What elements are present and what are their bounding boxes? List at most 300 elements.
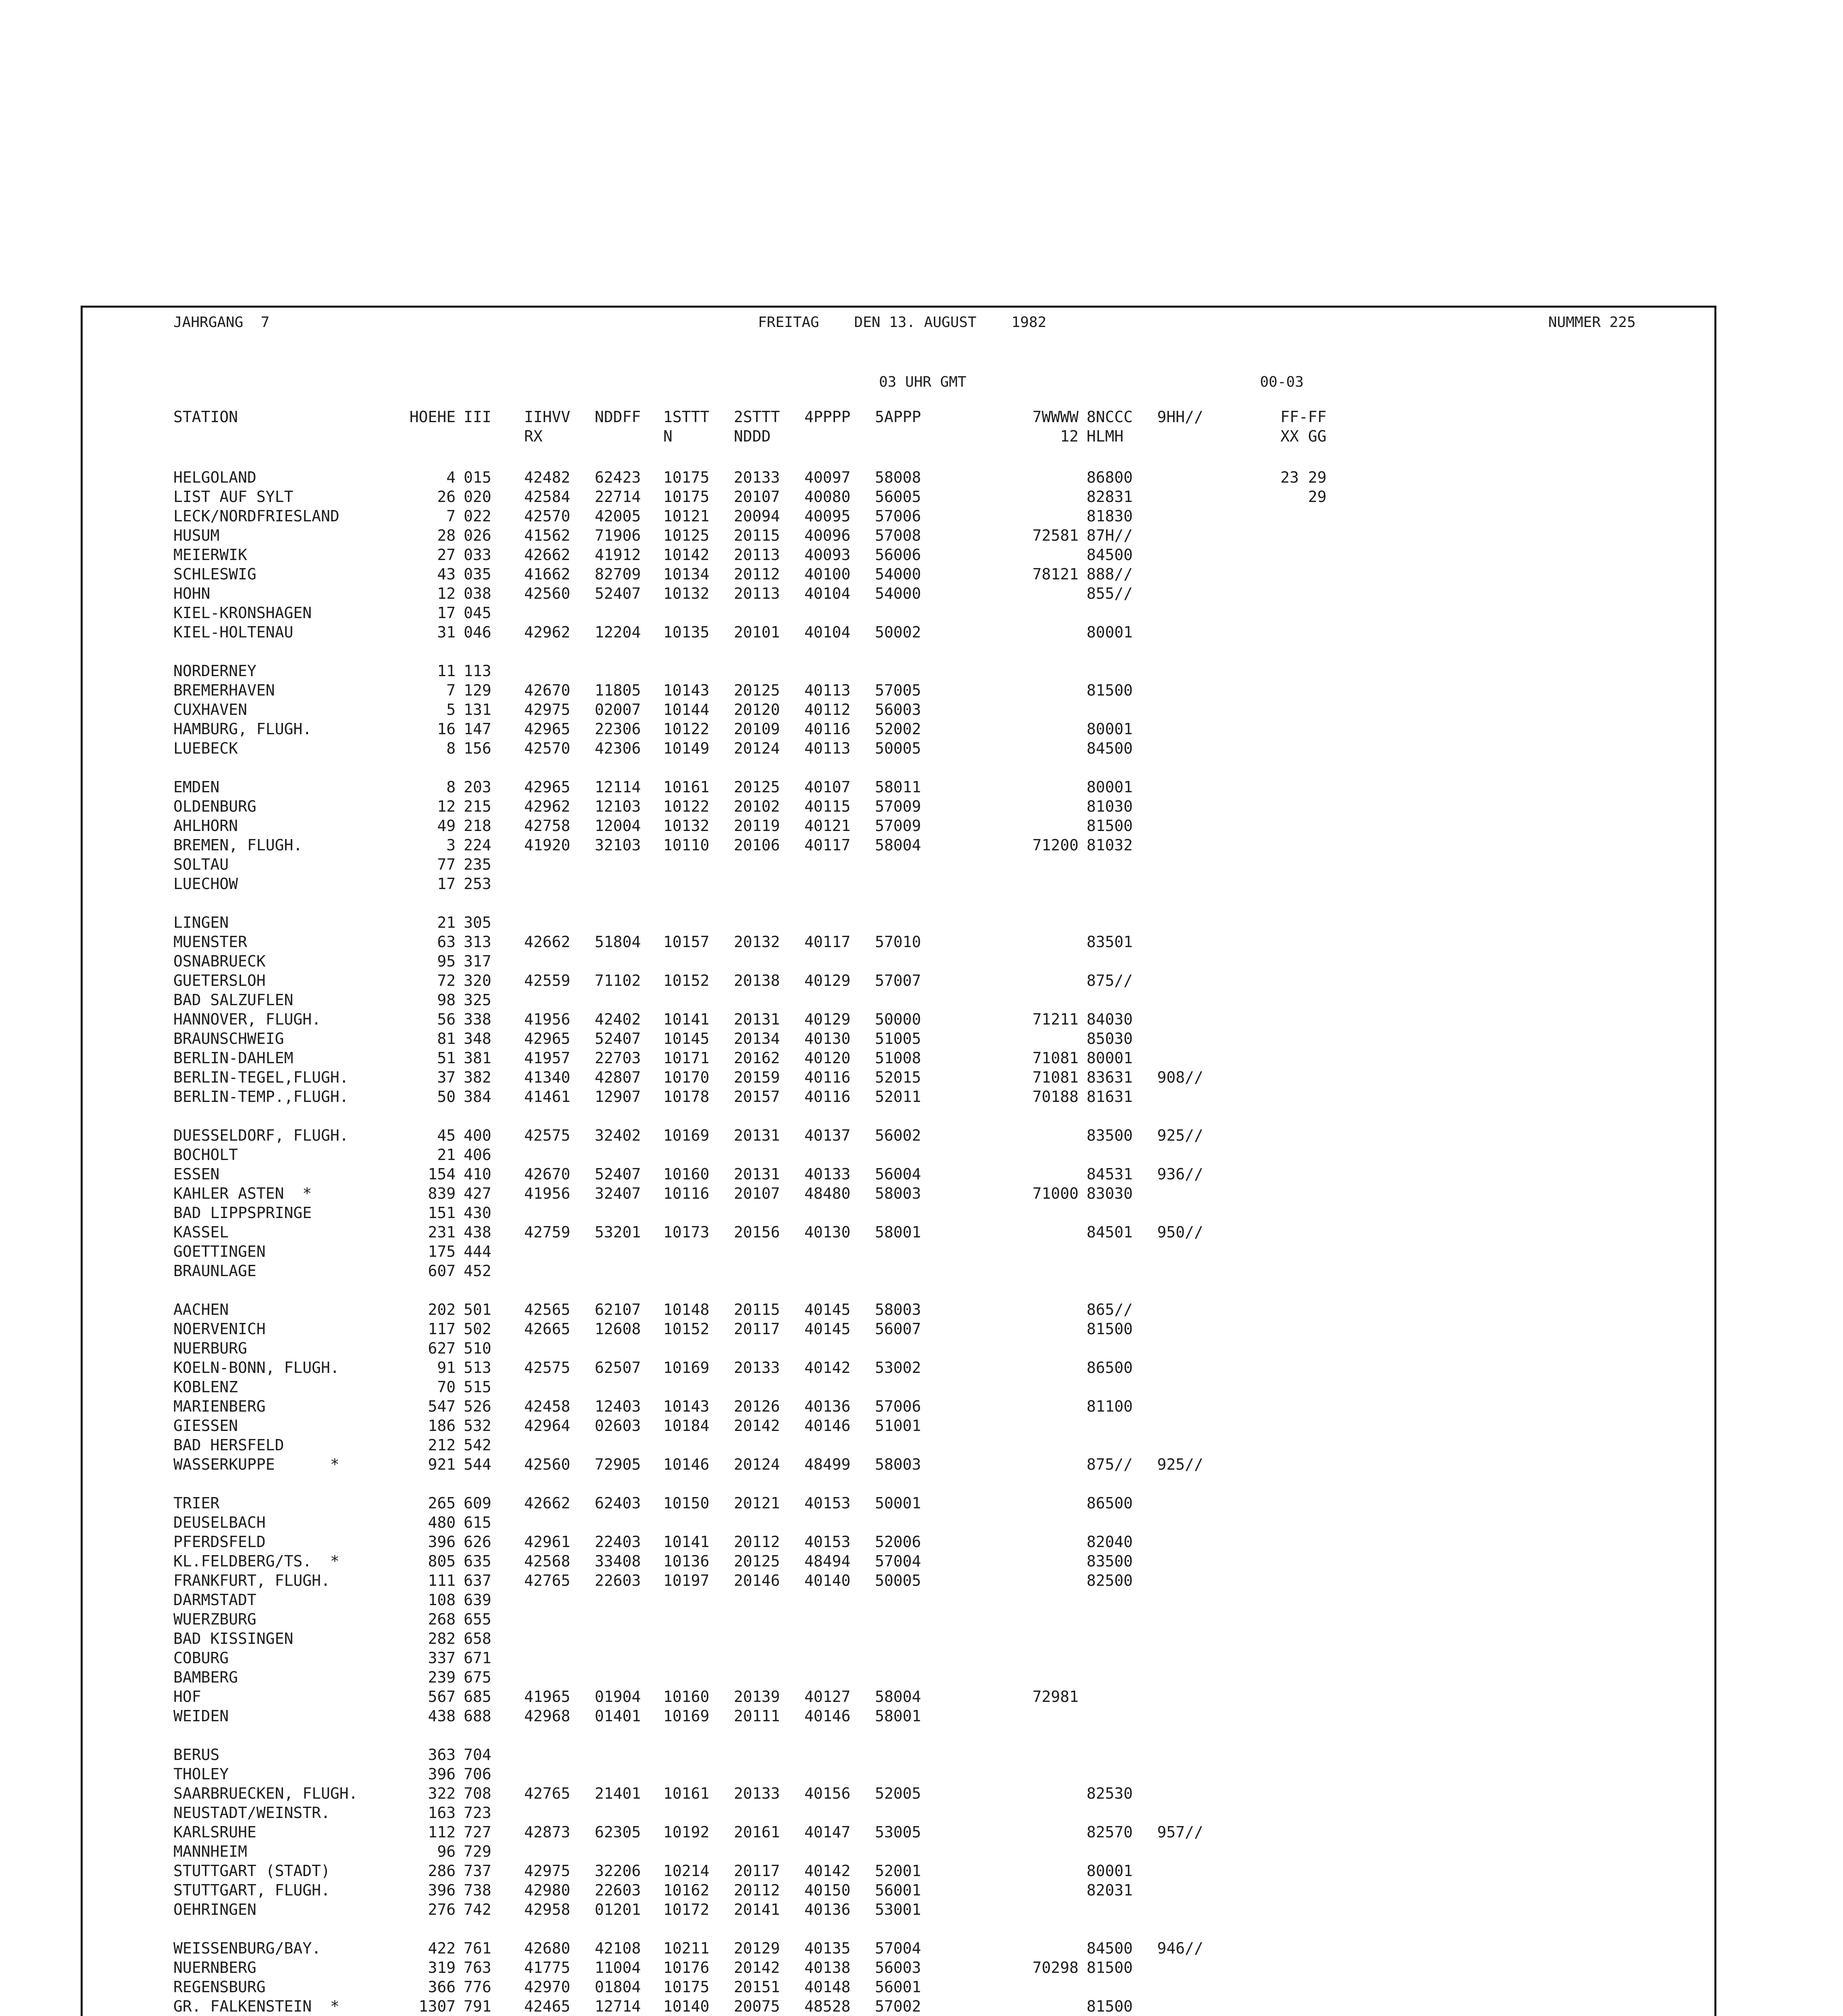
cell-4pppp: 40100 xyxy=(804,565,851,583)
cell-iihvv: 42465 xyxy=(524,1997,571,2015)
cell-station: HUSUM xyxy=(173,527,220,544)
cell-5appp: 57005 xyxy=(875,681,921,699)
cell-5appp: 58003 xyxy=(875,1456,921,1473)
cell-4pppp: 40097 xyxy=(804,469,851,486)
cell-4pppp: 48494 xyxy=(804,1552,851,1570)
cell-iihvv: 42670 xyxy=(524,681,571,699)
cell-nddff: 51804 xyxy=(595,933,641,951)
cell-4pppp: 40104 xyxy=(804,585,851,602)
cell-hoehe: 96 xyxy=(437,1843,456,1860)
cell-iii: 348 xyxy=(464,1030,491,1048)
cell-hoehe: 37 xyxy=(437,1068,456,1086)
cell-iii: 675 xyxy=(464,1668,491,1686)
cell-nddff: 12103 xyxy=(595,798,641,815)
cell-4pppp: 40136 xyxy=(804,1397,851,1415)
column-header-iii: III xyxy=(464,408,491,426)
cell-hoehe: 28 xyxy=(437,527,456,544)
cell-iii: 452 xyxy=(464,1262,491,1280)
cell-hoehe: 547 xyxy=(428,1397,456,1415)
cell-2sttt: 20113 xyxy=(734,585,780,602)
cell-iii: 615 xyxy=(464,1514,491,1531)
cell-station: BREMEN, FLUGH. xyxy=(173,836,303,854)
cell-8nccc: 81500 xyxy=(1087,1320,1133,1338)
cell-8nccc: 84500 xyxy=(1087,739,1133,757)
cell-8nccc: 81500 xyxy=(1087,1997,1133,2015)
cell-1sttt: 10161 xyxy=(663,1785,710,1802)
cell-7wwww: 71081 xyxy=(1032,1049,1079,1067)
cell-8nccc: 81030 xyxy=(1087,798,1133,815)
cell-station: BAD KISSINGEN xyxy=(173,1630,294,1647)
cell-5appp: 58003 xyxy=(875,1185,921,1202)
cell-station: HANNOVER, FLUGH. xyxy=(173,1010,321,1028)
cell-station: HELGOLAND xyxy=(173,469,256,486)
cell-5appp: 56001 xyxy=(875,1978,921,1996)
column-header-nddff: NDDFF xyxy=(595,408,641,426)
cell-station: NORDERNEY xyxy=(173,662,256,680)
cell-5appp: 51008 xyxy=(875,1049,921,1067)
column-header-iihvv: IIHVV xyxy=(524,408,571,426)
cell-station: SAARBRUECKEN, FLUGH. xyxy=(173,1785,358,1802)
cell-station: LUECHOW xyxy=(173,875,238,893)
cell-hoehe: 366 xyxy=(428,1978,456,1996)
cell-hoehe: 202 xyxy=(428,1301,456,1318)
cell-1sttt: 10214 xyxy=(663,1862,710,1880)
cell-5appp: 51005 xyxy=(875,1030,921,1048)
cell-2sttt: 20112 xyxy=(734,1533,780,1551)
cell-2sttt: 20109 xyxy=(734,720,780,738)
cell-iihvv: 42965 xyxy=(524,720,571,738)
cell-iii: 626 xyxy=(464,1533,491,1551)
cell-nddff: 22714 xyxy=(595,488,641,506)
cell-nddff: 62507 xyxy=(595,1359,641,1377)
cell-nddff: 72905 xyxy=(595,1456,641,1473)
cell-4pppp: 40095 xyxy=(804,507,851,525)
cell-hoehe: 607 xyxy=(428,1262,456,1280)
cell-4pppp: 40113 xyxy=(804,681,851,699)
cell-4pppp: 40116 xyxy=(804,720,851,738)
cell-2sttt: 20124 xyxy=(734,739,780,757)
cell-iihvv: 42662 xyxy=(524,546,571,564)
cell-nddff: 82709 xyxy=(595,565,641,583)
cell-8nccc: 875// xyxy=(1087,1456,1133,1473)
cell-iihvv: 42975 xyxy=(524,701,571,719)
cell-1sttt: 10161 xyxy=(663,778,710,796)
cell-station: NOERVENICH xyxy=(173,1320,266,1338)
cell-4pppp: 40130 xyxy=(804,1030,851,1048)
cell-2sttt: 20117 xyxy=(734,1320,780,1338)
cell-5appp: 58004 xyxy=(875,1688,921,1706)
cell-hoehe: 43 xyxy=(437,565,456,583)
cell-iihvv: 41965 xyxy=(524,1688,571,1706)
cell-station: KOELN-BONN, FLUGH. xyxy=(173,1359,339,1377)
cell-hoehe: 56 xyxy=(437,1010,456,1028)
cell-8nccc: 83030 xyxy=(1087,1185,1133,1202)
cell-4pppp: 40129 xyxy=(804,1010,851,1028)
cell-station: REGENSBURG xyxy=(173,1978,266,1996)
cell-2sttt: 20094 xyxy=(734,507,780,525)
cell-iii: 742 xyxy=(464,1901,491,1918)
cell-7wwww: 70298 xyxy=(1032,1959,1079,1976)
cell-2sttt: 20133 xyxy=(734,1785,780,1802)
cell-1sttt: 10136 xyxy=(663,1552,710,1570)
cell-station: WUERZBURG xyxy=(173,1610,256,1628)
cell-nddff: 53201 xyxy=(595,1223,641,1241)
cell-hoehe: 4 xyxy=(446,469,456,486)
cell-9hh: 946// xyxy=(1157,1939,1204,1957)
cell-hoehe: 921 xyxy=(428,1456,456,1473)
cell-iihvv: 42584 xyxy=(524,488,571,506)
cell-8nccc: 865// xyxy=(1087,1301,1133,1318)
cell-station: WEIDEN xyxy=(173,1707,229,1725)
cell-station: LIST AUF SYLT xyxy=(173,488,294,506)
cell-7wwww: 78121 xyxy=(1032,565,1079,583)
cell-iii: 430 xyxy=(464,1204,491,1222)
cell-2sttt: 20156 xyxy=(734,1223,780,1241)
column-header-station: STATION xyxy=(173,408,238,426)
cell-2sttt: 20131 xyxy=(734,1127,780,1144)
cell-2sttt: 20138 xyxy=(734,972,780,989)
cell-station: WEISSENBURG/BAY. xyxy=(173,1939,321,1957)
cell-nddff: 01804 xyxy=(595,1978,641,1996)
cell-iihvv: 42965 xyxy=(524,1030,571,1048)
cell-hoehe: 1307 xyxy=(419,1997,456,2015)
cell-station: BRAUNSCHWEIG xyxy=(173,1030,284,1048)
cell-8nccc: 81500 xyxy=(1087,1959,1133,1976)
cell-5appp: 52001 xyxy=(875,1862,921,1880)
cell-hoehe: 72 xyxy=(437,972,456,989)
cell-2sttt: 20125 xyxy=(734,681,780,699)
cell-station: WASSERKUPPE * xyxy=(173,1456,339,1473)
cell-nddff: 12907 xyxy=(595,1088,641,1106)
cell-station: HAMBURG, FLUGH. xyxy=(173,720,312,738)
cell-hoehe: 363 xyxy=(428,1746,456,1764)
cell-1sttt: 10148 xyxy=(663,1301,710,1318)
cell-iii: 737 xyxy=(464,1862,491,1880)
cell-nddff: 21401 xyxy=(595,1785,641,1802)
cell-iii: 317 xyxy=(464,952,491,970)
cell-station: GIESSEN xyxy=(173,1417,238,1435)
cell-1sttt: 10169 xyxy=(663,1707,710,1725)
cell-hoehe: 154 xyxy=(428,1165,456,1183)
cell-8nccc: 84500 xyxy=(1087,1939,1133,1957)
cell-station: BAMBERG xyxy=(173,1668,238,1686)
cell-4pppp: 40104 xyxy=(804,623,851,641)
cell-iii: 532 xyxy=(464,1417,491,1435)
cell-iii: 510 xyxy=(464,1339,491,1357)
cell-8nccc: 81500 xyxy=(1087,681,1133,699)
cell-5appp: 52005 xyxy=(875,1785,921,1802)
cell-nddff: 11004 xyxy=(595,1959,641,1976)
cell-hoehe: 322 xyxy=(428,1785,456,1802)
cell-iii: 129 xyxy=(464,681,491,699)
cell-2sttt: 20161 xyxy=(734,1823,780,1841)
cell-1sttt: 10160 xyxy=(663,1165,710,1183)
cell-iihvv: 41461 xyxy=(524,1088,571,1106)
cell-station: OLDENBURG xyxy=(173,798,256,815)
cell-station: EMDEN xyxy=(173,778,220,796)
cell-8nccc: 82530 xyxy=(1087,1785,1133,1802)
cell-nddff: 12608 xyxy=(595,1320,641,1338)
cell-iii: 338 xyxy=(464,1010,491,1028)
cell-4pppp: 48499 xyxy=(804,1456,851,1473)
cell-1sttt: 10170 xyxy=(663,1068,710,1086)
cell-iii: 156 xyxy=(464,739,491,757)
cell-9hh: 936// xyxy=(1157,1165,1204,1183)
cell-1sttt: 10125 xyxy=(663,527,710,544)
cell-1sttt: 10172 xyxy=(663,1901,710,1918)
cell-hoehe: 21 xyxy=(437,1146,456,1164)
cell-1sttt: 10144 xyxy=(663,701,710,719)
observation-time: 03 UHR GMT xyxy=(879,374,966,390)
cell-iihvv: 41956 xyxy=(524,1185,571,1202)
cell-station: KAHLER ASTEN * xyxy=(173,1185,312,1202)
cell-iihvv: 42965 xyxy=(524,778,571,796)
cell-hoehe: 63 xyxy=(437,933,456,951)
cell-8nccc: 86500 xyxy=(1087,1494,1133,1512)
cell-8nccc: 875// xyxy=(1087,972,1133,989)
cell-1sttt: 10146 xyxy=(663,1456,710,1473)
cell-nddff: 22603 xyxy=(595,1881,641,1899)
cell-hoehe: 627 xyxy=(428,1339,456,1357)
cell-8nccc: 84500 xyxy=(1087,546,1133,564)
cell-iihvv: 42665 xyxy=(524,1320,571,1338)
cell-1sttt: 10149 xyxy=(663,739,710,757)
cell-iihvv: 42570 xyxy=(524,507,571,525)
cell-4pppp: 40150 xyxy=(804,1881,851,1899)
cell-hoehe: 50 xyxy=(437,1088,456,1106)
column-header-ff-ff: XX GG xyxy=(1280,427,1327,445)
cell-4pppp: 40156 xyxy=(804,1785,851,1802)
cell-9hh: 925// xyxy=(1157,1456,1204,1473)
cell-nddff: 32103 xyxy=(595,836,641,854)
cell-iii: 723 xyxy=(464,1804,491,1822)
cell-iii: 215 xyxy=(464,798,491,815)
column-header-1sttt: N xyxy=(663,427,673,445)
cell-2sttt: 20120 xyxy=(734,701,780,719)
cell-nddff: 42005 xyxy=(595,507,641,525)
cell-nddff: 12204 xyxy=(595,623,641,641)
cell-5appp: 53005 xyxy=(875,1823,921,1841)
cell-5appp: 58008 xyxy=(875,469,921,486)
cell-station: LUEBECK xyxy=(173,739,238,757)
cell-5appp: 57007 xyxy=(875,972,921,989)
cell-4pppp: 40115 xyxy=(804,798,851,815)
cell-8nccc: 84030 xyxy=(1087,1010,1133,1028)
cell-4pppp: 40146 xyxy=(804,1417,851,1435)
cell-station: NUERBURG xyxy=(173,1339,248,1357)
cell-nddff: 22603 xyxy=(595,1572,641,1589)
cell-iihvv: 42560 xyxy=(524,1456,571,1473)
cell-4pppp: 40145 xyxy=(804,1301,851,1318)
cell-1sttt: 10175 xyxy=(663,1978,710,1996)
cell-5appp: 53001 xyxy=(875,1901,921,1918)
cell-station: KASSEL xyxy=(173,1223,229,1241)
column-header-9hh: 9HH// xyxy=(1157,408,1204,426)
cell-8nccc: 855// xyxy=(1087,585,1133,602)
cell-8nccc: 83500 xyxy=(1087,1552,1133,1570)
cell-2sttt: 20115 xyxy=(734,1301,780,1318)
cell-2sttt: 20133 xyxy=(734,469,780,486)
cell-iii: 513 xyxy=(464,1359,491,1377)
column-header-8nccc: 8NCCC xyxy=(1087,408,1133,426)
cell-8nccc: 81100 xyxy=(1087,1397,1133,1415)
cell-iii: 022 xyxy=(464,507,491,525)
cell-hoehe: 396 xyxy=(428,1881,456,1899)
cell-hoehe: 319 xyxy=(428,1959,456,1976)
cell-2sttt: 20121 xyxy=(734,1494,780,1512)
cell-iii: 444 xyxy=(464,1243,491,1260)
cell-station: SCHLESWIG xyxy=(173,565,256,583)
cell-4pppp: 40145 xyxy=(804,1320,851,1338)
cell-iii: 542 xyxy=(464,1436,491,1454)
cell-5appp: 58001 xyxy=(875,1223,921,1241)
cell-iihvv: 42570 xyxy=(524,739,571,757)
cell-station: MARIENBERG xyxy=(173,1397,266,1415)
cell-4pppp: 40153 xyxy=(804,1494,851,1512)
cell-1sttt: 10116 xyxy=(663,1185,710,1202)
cell-2sttt: 20075 xyxy=(734,1997,780,2015)
cell-2sttt: 20107 xyxy=(734,1185,780,1202)
cell-hoehe: 337 xyxy=(428,1649,456,1667)
cell-5appp: 50001 xyxy=(875,1494,921,1512)
cell-iii: 502 xyxy=(464,1320,491,1338)
cell-iihvv: 42980 xyxy=(524,1881,571,1899)
cell-iii: 438 xyxy=(464,1223,491,1241)
cell-nddff: 62305 xyxy=(595,1823,641,1841)
cell-iihvv: 42759 xyxy=(524,1223,571,1241)
cell-hoehe: 239 xyxy=(428,1668,456,1686)
cell-iihvv: 42873 xyxy=(524,1823,571,1841)
cell-hoehe: 422 xyxy=(428,1939,456,1957)
cell-1sttt: 10178 xyxy=(663,1088,710,1106)
cell-2sttt: 20119 xyxy=(734,817,780,835)
cell-4pppp: 40148 xyxy=(804,1978,851,1996)
cell-4pppp: 40137 xyxy=(804,1127,851,1144)
cell-nddff: 32402 xyxy=(595,1127,641,1144)
cell-4pppp: 48528 xyxy=(804,1997,851,2015)
cell-1sttt: 10134 xyxy=(663,565,710,583)
cell-hoehe: 186 xyxy=(428,1417,456,1435)
cell-iihvv: 42575 xyxy=(524,1359,571,1377)
cell-hoehe: 21 xyxy=(437,914,456,931)
cell-nddff: 02603 xyxy=(595,1417,641,1435)
cell-4pppp: 40107 xyxy=(804,778,851,796)
cell-4pppp: 40153 xyxy=(804,1533,851,1551)
cell-nddff: 12114 xyxy=(595,778,641,796)
cell-4pppp: 48480 xyxy=(804,1185,851,1202)
cell-5appp: 57002 xyxy=(875,1997,921,2015)
cell-nddff: 62403 xyxy=(595,1494,641,1512)
cell-iii: 020 xyxy=(464,488,491,506)
cell-hoehe: 5 xyxy=(446,701,456,719)
cell-iihvv: 42962 xyxy=(524,798,571,815)
cell-4pppp: 40135 xyxy=(804,1939,851,1957)
cell-1sttt: 10175 xyxy=(663,488,710,506)
cell-5appp: 57004 xyxy=(875,1939,921,1957)
cell-5appp: 58001 xyxy=(875,1707,921,1725)
cell-1sttt: 10142 xyxy=(663,546,710,564)
cell-iii: 033 xyxy=(464,546,491,564)
cell-iii: 400 xyxy=(464,1127,491,1144)
cell-8nccc: 80001 xyxy=(1087,1862,1133,1880)
cell-hoehe: 151 xyxy=(428,1204,456,1222)
cell-iihvv: 42559 xyxy=(524,972,571,989)
cell-2sttt: 20107 xyxy=(734,488,780,506)
cell-5appp: 57010 xyxy=(875,933,921,951)
cell-5appp: 57008 xyxy=(875,527,921,544)
cell-5appp: 57009 xyxy=(875,817,921,835)
cell-hoehe: 8 xyxy=(446,778,456,796)
cell-2sttt: 20101 xyxy=(734,623,780,641)
cell-iihvv: 41662 xyxy=(524,565,571,583)
cell-station: LECK/NORDFRIESLAND xyxy=(173,507,339,525)
cell-5appp: 58004 xyxy=(875,836,921,854)
cell-station: AHLHORN xyxy=(173,817,238,835)
cell-1sttt: 10121 xyxy=(663,507,710,525)
cell-iii: 685 xyxy=(464,1688,491,1706)
cell-iihvv: 42765 xyxy=(524,1785,571,1802)
cell-1sttt: 10152 xyxy=(663,1320,710,1338)
cell-iii: 218 xyxy=(464,817,491,835)
cell-iii: 320 xyxy=(464,972,491,989)
cell-station: MANNHEIM xyxy=(173,1843,248,1860)
cell-hoehe: 12 xyxy=(437,798,456,815)
cell-8nccc: 82500 xyxy=(1087,1572,1133,1589)
cell-4pppp: 40146 xyxy=(804,1707,851,1725)
cell-iihvv: 42958 xyxy=(524,1901,571,1918)
cell-hoehe: 11 xyxy=(437,662,456,680)
cell-iii: 147 xyxy=(464,720,491,738)
cell-nddff: 32206 xyxy=(595,1862,641,1880)
cell-7wwww: 71081 xyxy=(1032,1068,1079,1086)
cell-hoehe: 26 xyxy=(437,488,456,506)
cell-hoehe: 98 xyxy=(437,991,456,1009)
cell-hoehe: 212 xyxy=(428,1436,456,1454)
cell-iii: 637 xyxy=(464,1572,491,1589)
cell-iihvv: 42964 xyxy=(524,1417,571,1435)
column-header-7wwww: 12 xyxy=(1060,427,1079,445)
cell-hoehe: 31 xyxy=(437,623,456,641)
cell-5appp: 56006 xyxy=(875,546,921,564)
cell-nddff: 71102 xyxy=(595,972,641,989)
cell-station: TRIER xyxy=(173,1494,220,1512)
cell-iii: 688 xyxy=(464,1707,491,1725)
cell-nddff: 22703 xyxy=(595,1049,641,1067)
cell-1sttt: 10110 xyxy=(663,836,710,854)
cell-5appp: 50002 xyxy=(875,623,921,641)
cell-9hh: 908// xyxy=(1157,1068,1204,1086)
cell-8nccc: 80001 xyxy=(1087,1049,1133,1067)
cell-iii: 708 xyxy=(464,1785,491,1802)
cell-nddff: 52407 xyxy=(595,1030,641,1048)
cell-station: THOLEY xyxy=(173,1765,229,1783)
cell-9hh: 957// xyxy=(1157,1823,1204,1841)
cell-2sttt: 20129 xyxy=(734,1939,780,1957)
cell-station: KARLSRUHE xyxy=(173,1823,256,1841)
cell-iii: 325 xyxy=(464,991,491,1009)
cell-1sttt: 10145 xyxy=(663,1030,710,1048)
cell-station: STUTTGART (STADT) xyxy=(173,1862,330,1880)
cell-8nccc: 81631 xyxy=(1087,1088,1133,1106)
cell-station: MUENSTER xyxy=(173,933,248,951)
cell-2sttt: 20151 xyxy=(734,1978,780,1996)
cell-4pppp: 40129 xyxy=(804,972,851,989)
cell-7wwww: 72581 xyxy=(1032,527,1079,544)
cell-iii: 015 xyxy=(464,469,491,486)
cell-station: KIEL-HOLTENAU xyxy=(173,623,294,641)
cell-8nccc: 82831 xyxy=(1087,488,1133,506)
cell-1sttt: 10141 xyxy=(663,1533,710,1551)
